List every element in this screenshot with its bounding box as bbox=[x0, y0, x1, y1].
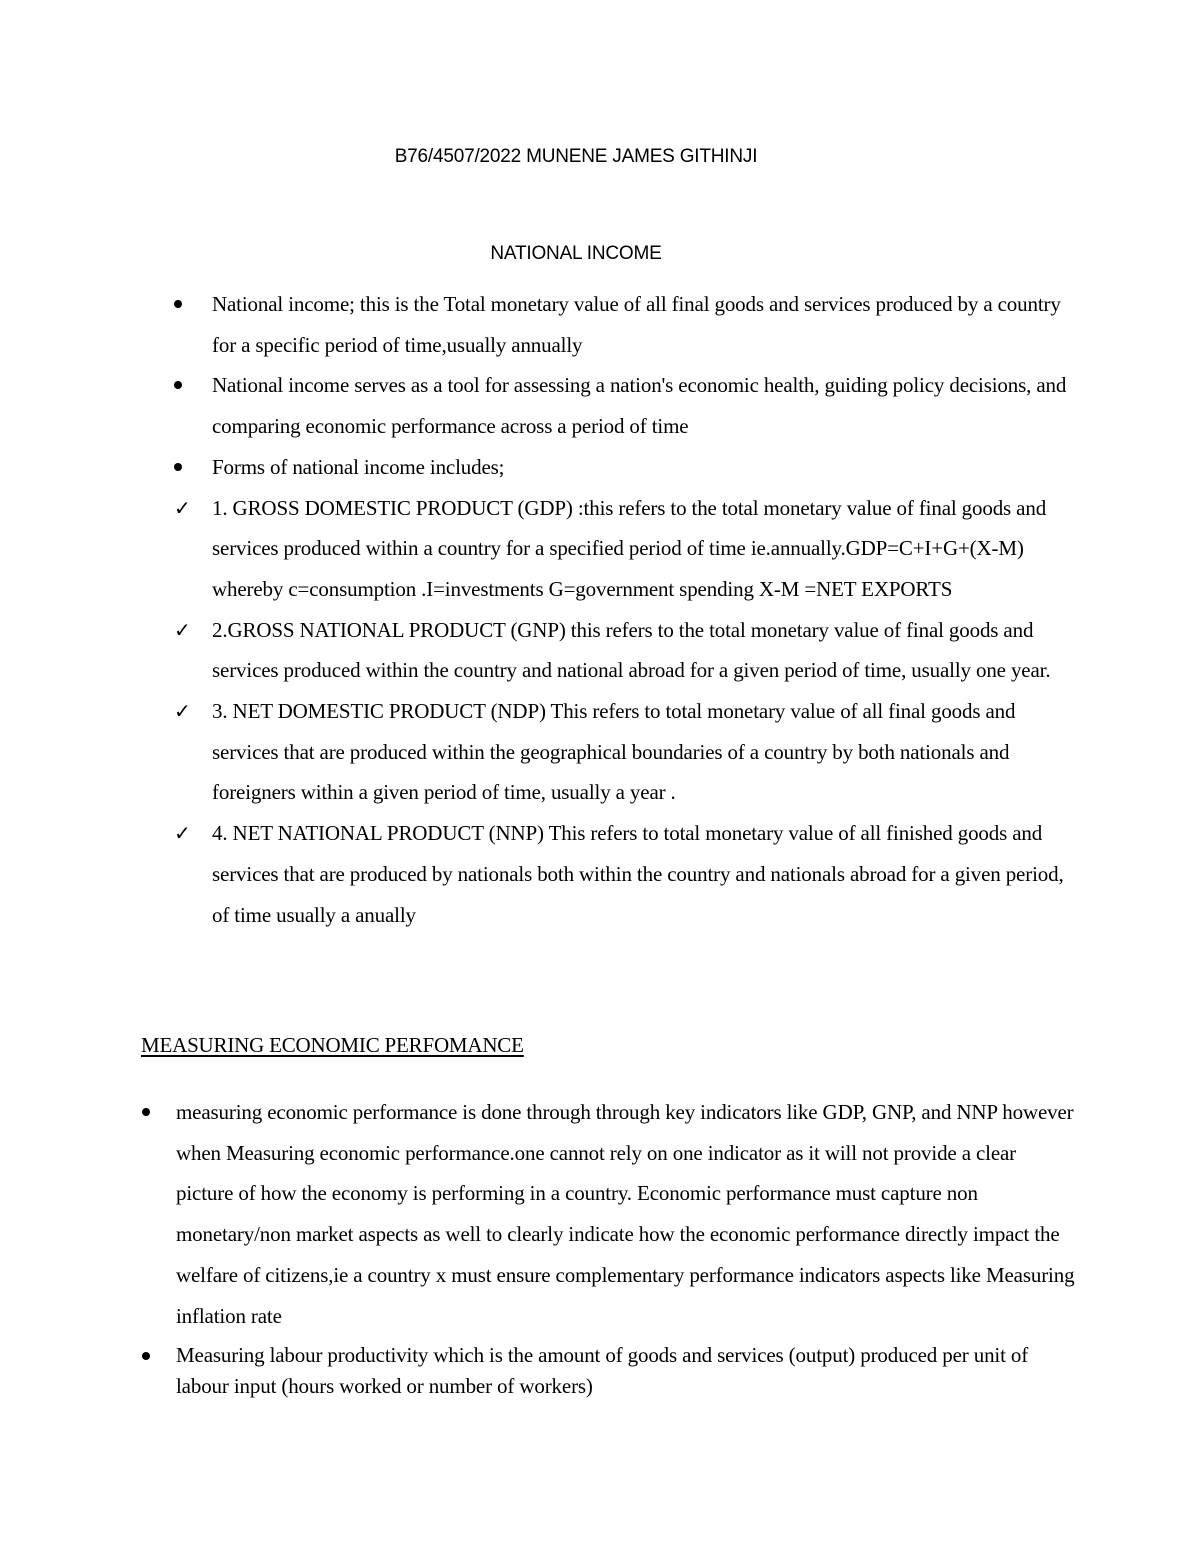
checkmark-icon: ✓ bbox=[174, 821, 191, 846]
list-item bbox=[212, 447, 1072, 488]
list-item-text: National income; this is the Total monetary value of all final goods and services produced by a country for a specific period of time,usually annually bbox=[212, 292, 1061, 357]
checkmark-icon: ✓ bbox=[174, 699, 191, 724]
list-item-text: National income serves as a tool for assessing a nation's economic health, guiding policy decisions, and comparing economic performance across a period of time bbox=[212, 373, 1067, 439]
list-item bbox=[174, 691, 1072, 813]
list-item-text: 3. NET DOMESTIC PRODUCT (NDP) This refers to total monetary value of all final goods and services that are produced within the geographical boundaries of a country by both nationals and foreigners within a given period of time, usually a year . bbox=[212, 699, 1016, 805]
list-item bbox=[212, 284, 1072, 365]
checkmark-icon: ✓ bbox=[174, 495, 191, 520]
list-item-text: Forms of national income includes; bbox=[212, 454, 505, 479]
list-item-text: 2.GROSS NATIONAL PRODUCT (GNP) this refers to the total monetary value of final goods and services produced within the country and national abroad for a given period of time, usually one year. bbox=[212, 617, 1051, 683]
list-item-text: measuring economic performance is done through through key indicators like GDP, GNP, and NNP however when Measuring economic performance.one cannot rely on one indicator as it will not provide a clear picture of how the economy is performing in a country. Economic performance must capture non monetary/non market aspects as well to clearly indicate how the economic performance directly impact the welfare of citizens,ie a country x must ensure complementary performance indicators aspects like Measuring inflation rate bbox=[176, 1100, 1075, 1328]
list-item-text: 1. GROSS DOMESTIC PRODUCT (GDP) :this refers to the total monetary value of final goods and services produced within a country for a specified period of time ie.annually.GDP=C+I+G+(X-M) whereby c=consumption .I=investments G=government spending X-M =NET EXPORTS bbox=[212, 495, 1047, 601]
list-item bbox=[212, 365, 1072, 446]
bullet-dot-icon bbox=[174, 463, 182, 471]
list-item bbox=[176, 1336, 1076, 1402]
student-id-line: B76/4507/2022 MUNENE JAMES GITHINJI bbox=[394, 146, 758, 167]
bullet-dot-icon bbox=[174, 381, 182, 389]
list-item bbox=[176, 1092, 1076, 1336]
measuring-list bbox=[176, 1092, 1076, 1402]
bullet-dot-icon bbox=[142, 1108, 150, 1116]
bullet-dot-icon bbox=[142, 1352, 150, 1360]
list-item bbox=[174, 813, 1072, 935]
section-heading-measuring: MEASURING ECONOMIC PERFOMANCE bbox=[141, 1033, 524, 1057]
list-item bbox=[174, 488, 1072, 610]
list-item-text: 4. NET NATIONAL PRODUCT (NNP) This refers to total monetary value of all finished goods and services that are produced by nationals both within the country and nationals abroad for a given period, of time usually a anually bbox=[212, 821, 1064, 927]
bullet-dot-icon bbox=[174, 300, 182, 308]
national-income-list bbox=[174, 284, 1072, 935]
list-item-text: Measuring labour productivity which is the amount of goods and services (output) produced per unit of labour input (hours worked or number of workers) bbox=[176, 1343, 1029, 1399]
list-item bbox=[174, 610, 1072, 691]
checkmark-icon: ✓ bbox=[174, 617, 191, 642]
page-title: NATIONAL INCOME bbox=[490, 243, 662, 264]
